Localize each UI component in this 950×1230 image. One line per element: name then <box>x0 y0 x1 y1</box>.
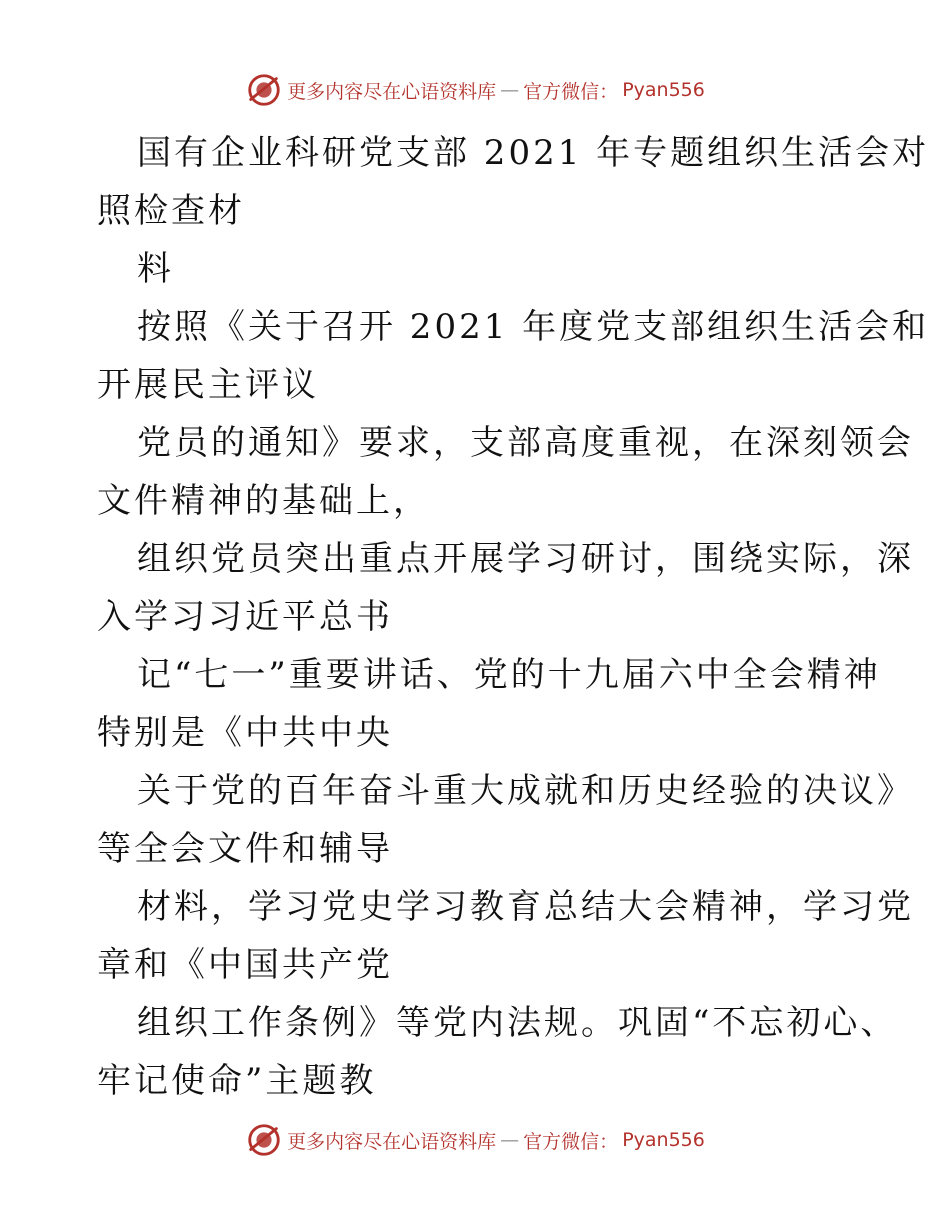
document-line: 入学习习近平总书 <box>97 597 393 637</box>
logo-seal-icon <box>245 71 283 109</box>
document-line: 文件精神的基础上， <box>97 481 430 521</box>
footer-watermark-banner <box>0 1120 950 1160</box>
header-watermark-banner <box>0 70 950 110</box>
document-line: 组织党员突出重点开展学习研讨，围绕实际，深 <box>137 539 914 579</box>
banner-wechat-label: 官方微信： <box>523 1130 619 1153</box>
banner-brand-text: 更多内容尽在心语资料库 <box>287 80 497 103</box>
document-line: 等全会文件和辅导 <box>97 829 393 869</box>
document-line: 按照《关于召开 2021 年度党支部组织生活会和 <box>137 307 930 347</box>
banner-separator: — <box>500 1129 520 1151</box>
document-line: 关于党的百年奋斗重大成就和历史经验的决议》 <box>137 771 914 811</box>
banner-separator: — <box>500 79 520 101</box>
document-line: 材料，学习党史学习教育总结大会精神，学习党 <box>137 887 914 927</box>
logo-seal-icon <box>245 1121 283 1159</box>
banner-wechat-label: 官方微信： <box>523 80 619 103</box>
document-body <box>97 124 930 1110</box>
document-line: 章和《中国共产党 <box>97 945 393 985</box>
document-line: 料 <box>137 249 174 289</box>
document-line: 国有企业科研党支部 2021 年专题组织生活会对 <box>137 133 930 173</box>
banner-wechat-id: Pyan556 <box>622 79 705 101</box>
document-line: 开展民主评议 <box>97 365 319 405</box>
banner-brand-text: 更多内容尽在心语资料库 <box>287 1130 497 1153</box>
document-line: 组织工作条例》等党内法规。巩固“不忘初心、 <box>137 1003 898 1043</box>
document-line: 记“七一”重要讲话、党的十九届六中全会精神 <box>137 655 881 695</box>
document-line: 牢记使命”主题教 <box>97 1061 377 1101</box>
banner-wechat-id: Pyan556 <box>622 1129 705 1151</box>
document-line: 照检查材 <box>97 191 245 231</box>
document-line: 党员的通知》要求，支部高度重视，在深刻领会 <box>137 423 914 463</box>
document-line: 特别是《中共中央 <box>97 713 393 753</box>
